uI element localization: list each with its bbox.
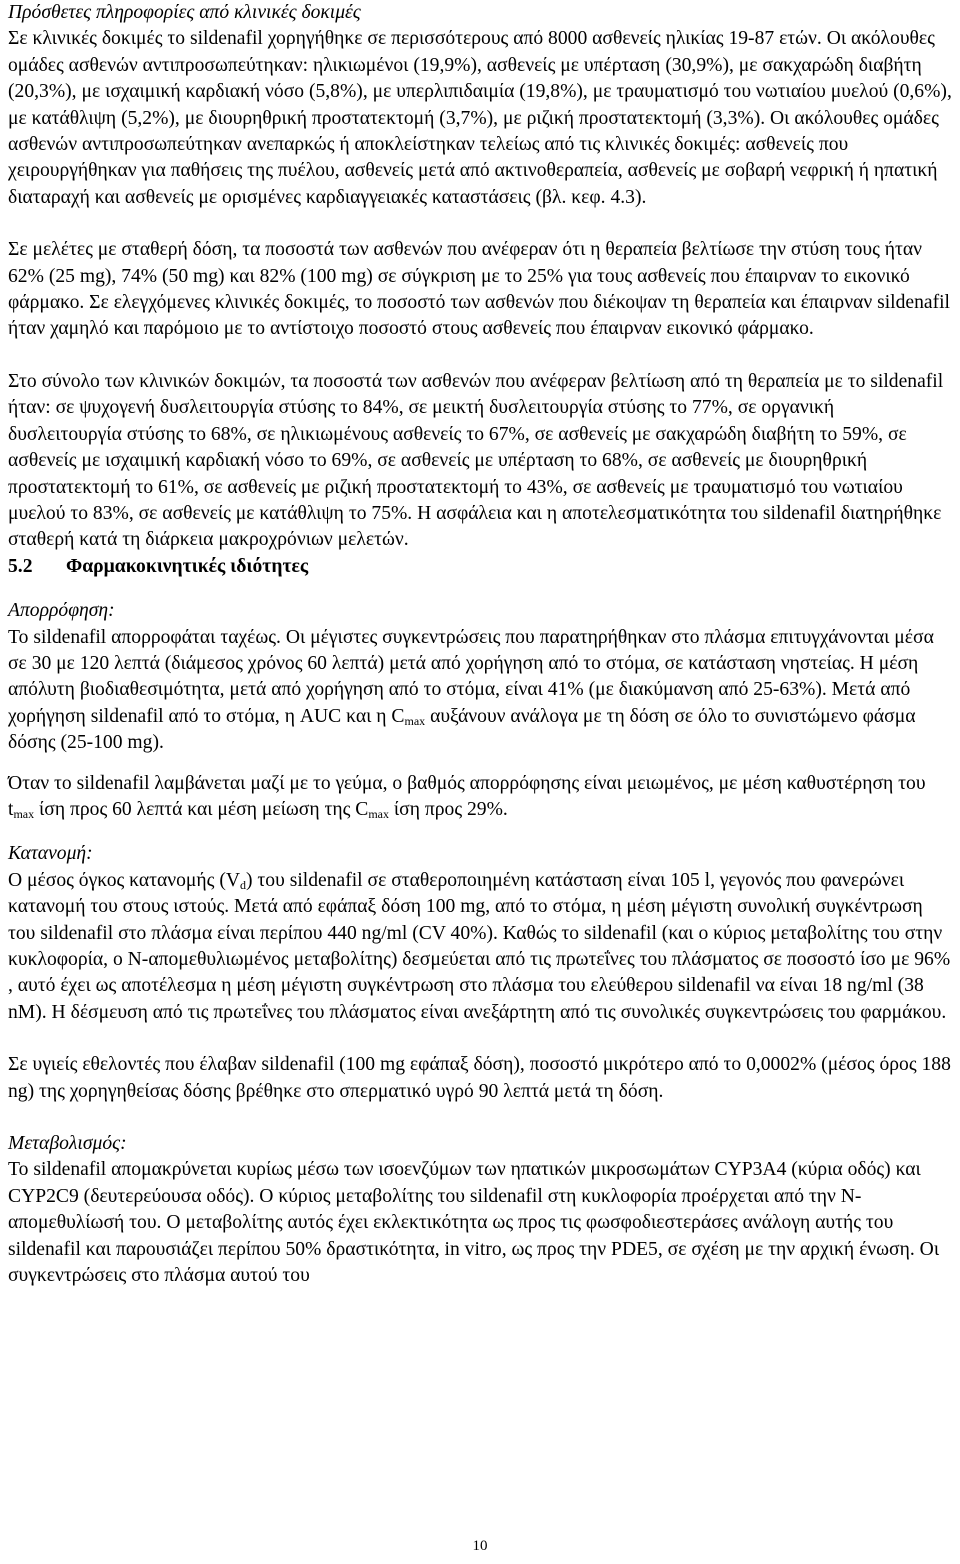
vd-subscript: d (240, 877, 246, 892)
absorption-paragraph-2 (8, 771, 952, 824)
document-page (8, 0, 952, 1289)
metabolism-heading: Μεταβολισμός: (8, 1133, 127, 1155)
tmax-subscript: max (13, 806, 35, 821)
absorption2-text-a: Όταν το sildenafil λαμβάνεται μαζί με το γεύμα, ο βαθμός απορρόφησης είναι μειωμένος, με μέση καθυστέρηση του t (8, 772, 926, 820)
metabolism-paragraph: Το sildenafil απομακρύνεται κυρίως μέσω των ισοενζύμων των ηπατικών μικροσωμάτων CYP3A4 (κύρια οδός) και CYP2C9 (δευτερεύουσα οδός). Ο κύριος μεταβολίτης του sildenafil στη κυκλοφορία προέρχεται από την N-απομεθυλίωσή του. Ο μεταβολίτης αυτός έχει εκλεκτικότητα ως προς τις φωσφοδιεστεράσες ανάλογη αυτής του sildenafil και παρουσιάζει περίπου 50% δραστικότητα, in vitro, ως προς την PDE5, σε σχέση με την αρχική ένωση. Οι συγκεντρώσεις στο πλάσμα αυτού του (8, 1159, 940, 1287)
absorption-text-b: αυξάνουν ανάλογα με τη δόση σε όλο το συνιστώμενο φάσμα δόσης (25-100 mg). (8, 705, 916, 754)
section-title: Φαρμακοκινητικές ιδιότητες (66, 555, 309, 577)
absorption-heading: Απορρόφηση: (8, 600, 115, 622)
absorption-text-a: Το sildenafil απορροφάται ταχέως. Οι μέγιστες συγκεντρώσεις που παρατηρήθηκαν στο πλάσμα επιτυγχάνονται μέσα σε 30 με 120 λεπτά (διάμεσος χρόνος 60 λεπτά) μετά από χορήγηση από το στόμα, σε κατάσταση νηστείας. Η μέση απόλυτη βιοδιαθεσιμότητα, μετά από χορήγηση από το στόμα, είναι 41% (με διακύμανση από 25-63%). Μετά από χορήγηση sildenafil από το στόμα, η AUC και η C (8, 626, 934, 727)
distribution-heading: Κατανομή: (8, 843, 93, 865)
section-heading-5-2 (8, 554, 952, 580)
absorption-paragraph-1 (8, 625, 952, 757)
page-number: 10 (472, 1538, 488, 1554)
overall-results-paragraph: Στο σύνολο των κλινικών δοκιμών, τα ποσοστά των ασθενών που ανέφεραν βελτίωση από τη θεραπεία με το sildenafil ήταν: σε ψυχογενή δυσλειτουργία στύσης το 84%, σε μεικτή δυσλειτουργία στύσης το 77%, σε οργανική δυσλειτουργία στύσης το 68%, σε ηλικιωμένους ασθενείς το 67%, σε ασθενείς με σακχαρώδη διαβήτη το 59%, σε ασθενείς με ισχαιμική καρδιακή νόσο το 69%, σε ασθενείς με υπέρταση το 68%, σε ασθενείς με διουρηθρική προστατεκτομή το 61%, σε ασθενείς με ριζική προστατεκτομή το 43%, σε ασθενείς με τραυματισμό του νωτιαίου μυελού το 83%, σε ασθενείς με κατάθλιψη το 75%. Η ασφάλεια και η αποτελεσματικότητα του sildenafil διατηρήθηκε σταθερή κατά τη διάρκεια μακροχρόνιων μελετών. (8, 370, 944, 551)
trials-heading: Πρόσθετες πληροφορίες από κλινικές δοκιμές (8, 2, 361, 23)
distribution-text-b: ) του sildenafil σε σταθεροποιημένη κατάσταση είναι 105 l, γεγονός που φανερώνει κατανομή του στους ιστούς. Μετά από εφάπαξ δόση 100 mg, από το στόμα, η μέση μέγιστη συνολική συγκέντρωση του sildenafil στο πλάσμα είναι περίπου 440 ng/ml (CV 40%). Καθώς το sildenafil (και ο κύριος μεταβολίτης του στην κυκλοφορία, ο N-απομεθυλιωμένος μεταβολίτης) δεσμεύεται από τις πρωτεΐνες του πλάσματος σε ποσοστό ίσο με 96% , αυτό έχει ως αποτέλεσμα η μέση μέγιστη συγκέντρωση στο πλάσμα του ελεύθερου sildenafil να είναι 18 ng/ml (38 nM). Η δέσμευση από τις πρωτεΐνες του πλάσματος είναι ανεξάρτητη από τις συνολικές συγκεντρώσεις του φαρμάκου. (8, 869, 951, 1023)
absorption2-text-b: ίση προς 60 λεπτά και μέση μείωση της C (34, 798, 369, 820)
cmax-subscript-2: max (368, 806, 389, 821)
distribution-text-a: Ο μέσος όγκος κατανομής (V (8, 869, 240, 891)
section-number: 5.2 (8, 555, 33, 577)
fixed-dose-paragraph: Σε μελέτες με σταθερή δόση, τα ποσοστά των ασθενών που ανέφεραν ότι η θεραπεία βελτίωσε την στύση τους ήταν 62% (25 mg), 74% (50 mg) και 82% (100 mg) σε σύγκριση με το 25% για τους ασθενείς που έπαιρναν το εικονικό φάρμακο. Σε ελεγχόμενες κλινικές δοκιμές, το ποσοστό των ασθενών που διέκοψαν τη θεραπεία και έπαιρναν sildenafil ήταν χαμηλό και παρόμοιο με το αντίστοιχο ποσοστό στους ασθενείς που έπαιρναν εικονικό φάρμακο. (8, 239, 950, 340)
distribution-paragraph-1 (8, 868, 952, 1026)
distribution-paragraph-2: Σε υγιείς εθελοντές που έλαβαν sildenafil (100 mg εφάπαξ δόση), ποσοστό μικρότερο από το 0,0002% (μέσος όρος 188 ng) της χορηγηθείσας δόσης βρέθηκε στο σπερματικό υγρό 90 λεπτά μετά τη δόση. (8, 1054, 951, 1102)
trials-paragraph: Σε κλινικές δοκιμές το sildenafil χορηγήθηκε σε περισσότερους από 8000 ασθενείς ηλικίας 19-87 ετών. Οι ακόλουθες ομάδες ασθενών αντιπροσωπεύτηκαν: ηλικιωμένοι (19,9%), ασθενείς με υπέρταση (30,9%), με σακχαρώδη διαβήτη (20,3%), με ισχαιμική καρδιακή νόσο (5,8%), με υπερλιπιδαιμία (19,8%), με τραυματισμό του νωτιαίου μυελού (0,6%), με κατάθλιψη (5,2%), με διουρηθρική προστατεκτομή (3,7%), με ριζική προστατεκτομή (3,3%). Οι ακόλουθες ομάδες ασθενών αντιπροσωπεύτηκαν ανεπαρκώς ή αποκλείστηκαν τελείως από τις κλινικές δοκιμές: ασθενείς που χειρουργήθηκαν για παθήσεις της πυέλου, ασθενείς μετά από ακτινοθεραπεία, ασθενείς με σοβαρή νεφρική ή ηπατική διαταραχή και ασθενείς με ορισμένες καρδιαγγειακές καταστάσεις (βλ. κεφ. 4.3). (8, 28, 952, 208)
absorption2-text-c: ίση προς 29%. (388, 798, 508, 820)
cmax-subscript: max (404, 713, 426, 728)
